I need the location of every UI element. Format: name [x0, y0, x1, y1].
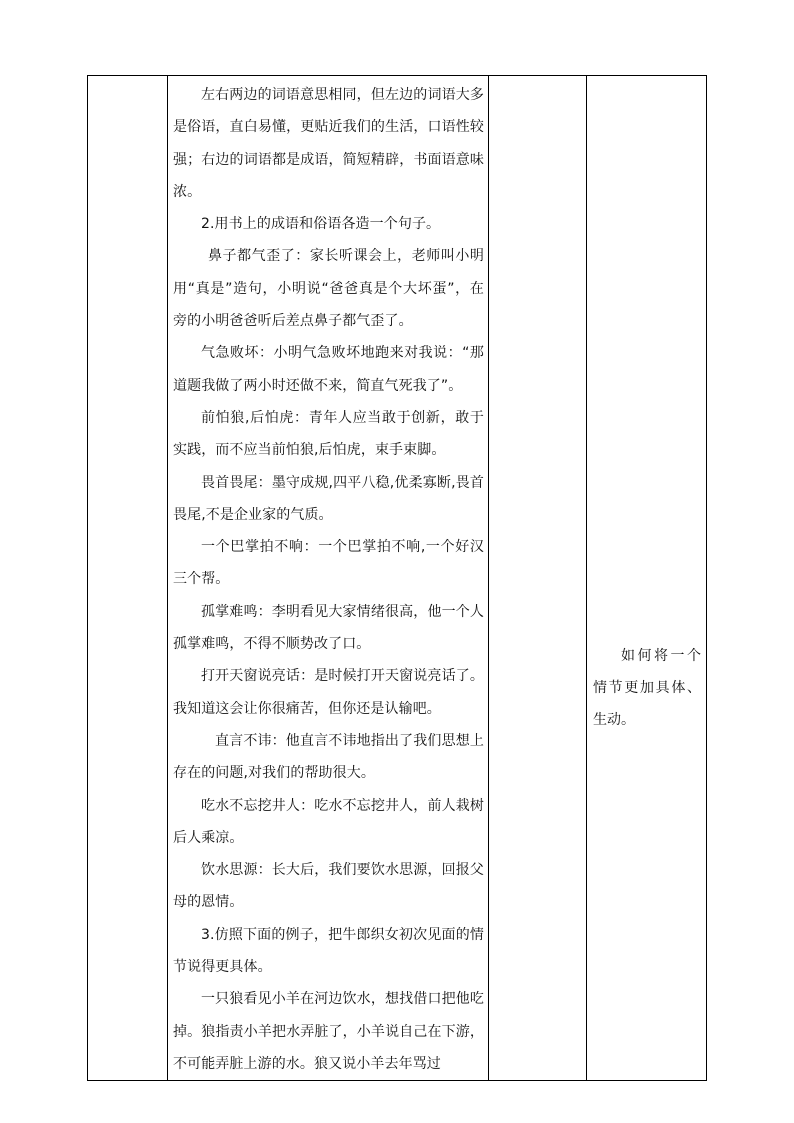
- paragraph: 2.用书上的成语和俗语各造一个句子。: [201, 216, 441, 233]
- blank-cell-left: [88, 76, 168, 1081]
- paragraph: 饮水思源：长大后，我们要饮水思源，回报父母的恩情。: [173, 862, 484, 911]
- paragraph: 一只狼看见小羊在河边饮水，想找借口把他吃掉。狼指责小羊把水弄脏了，小羊说自己在下游，不可能弄脏上游的水。狼又说小羊去年骂过: [173, 991, 484, 1072]
- paragraph: 吃水不忘挖井人：吃水不忘挖井人，前人栽树后人乘凉。: [173, 797, 484, 846]
- blank-cell-middle: [489, 76, 587, 1081]
- paragraph: 鼻子都气歪了：家长听课会上，老师叫小明用“真是”造句，小明说“爸爸真是个大坏蛋”，在旁的小明爸爸听后差点鼻子都气歪了。: [173, 248, 484, 330]
- paragraph: 气急败坏：小明气急败坏地跑来对我说：“那道题我做了两小时还做不来，简直气死我了”。: [173, 345, 484, 394]
- content-cell: [168, 76, 489, 1081]
- paragraph: 畏首畏尾：墨守成规,四平八稳,优柔寡断,畏首畏尾,不是企业家的气质。: [173, 474, 484, 523]
- paragraph: 直言不讳：他直言不讳地指出了我们思想上存在的问题,对我们的帮助很大。: [173, 732, 484, 782]
- paragraph: 一个巴掌拍不响：一个巴掌拍不响,一个好汉三个帮。: [173, 539, 484, 588]
- paragraph: 前怕狼,后怕虎：青年人应当敢于创新，敢于实践，而不应当前怕狼,后怕虎，束手束脚。: [173, 409, 484, 459]
- paragraph: 3.仿照下面的例子，把牛郎织女初次见面的情节说得更具体。: [173, 926, 484, 976]
- paragraph: 孤掌难鸣：李明看见大家情绪很高，他一个人孤掌难鸣，不得不顺势改了口。: [173, 603, 484, 653]
- table-row: [88, 76, 707, 1081]
- lesson-table: [87, 75, 707, 1081]
- note-cell: [587, 76, 707, 1081]
- content-text: [168, 76, 488, 1080]
- paragraph: 左右两边的词语意思相同，但左边的词语大多是俗语，直白易懂，更贴近我们的生活，口语性较强；右边的词语都是成语，简短精辟，书面语意味浓。: [173, 87, 484, 200]
- paragraph: 打开天窗说亮话：是时候打开天窗说亮话了。我知道这会让你很痛苦，但你还是认输吧。: [173, 668, 484, 717]
- side-note: 如何将一个情节更加具体、生动。: [593, 648, 701, 728]
